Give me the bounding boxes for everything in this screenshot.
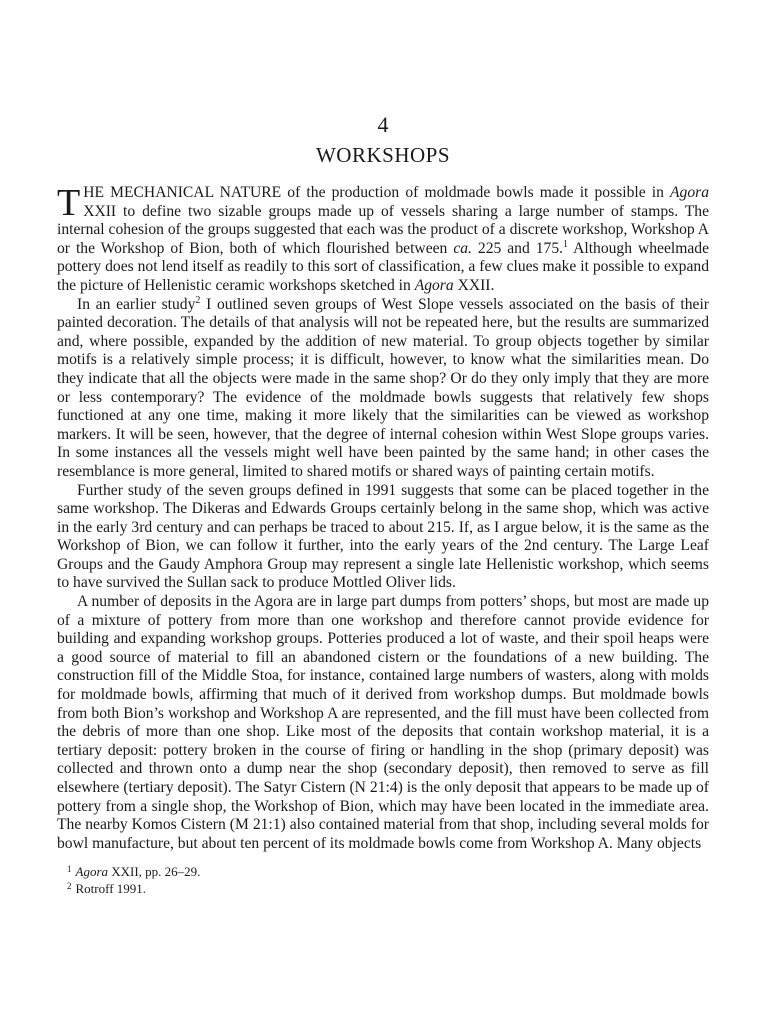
footnote-1-italic: Agora <box>75 864 108 880</box>
footnotes <box>57 863 709 897</box>
chapter-number: 4 <box>377 112 389 137</box>
p1-italic-3: Agora <box>414 276 454 294</box>
p1-text-5: XXII. <box>453 276 495 294</box>
footnote-1-text: XXII, pp. 26–29. <box>108 864 201 880</box>
paragraph-2 <box>57 296 709 482</box>
opening-smallcaps: HE MECHANICAL NATURE <box>83 184 282 201</box>
chapter-title: WORKSHOPS <box>315 143 451 167</box>
paragraph-3: Further study of the seven groups defined in 1991 suggests that some can be placed together in the same workshop. The Dikeras and Edwards Groups certainly belong in the same shop, which was active in the early 3rd century and can perhaps be traced to about 215. If, as I argue below, it is the same as the Workshop of Bion, we can follow it further, into the early years of the 2nd century. The Large Leaf Groups and the Gaudy Amphora Group may represent a single late Hellenistic workshop, which seems to have survived the Sullan sack to produce Mottled Oliver lids. <box>57 481 709 592</box>
paragraph-4: A number of deposits in the Agora are in large part dumps from potters’ shops, but most are made up of a mixture of pottery from more than one workshop and therefore cannot provide evidence for building and expanding workshop groups. Potteries produced a lot of waste, and their spoil heaps were a good source of material to fill an abandoned cistern or the foundations of a new building. The construction fill of the Middle Stoa, for instance, contained large numbers of wasters, along with molds for moldmade bowls, affirming that much of it derived from workshop dumps. But moldmade bowls from both Bion’s workshop and Workshop A are represented, and the fill must have been collected from the debris of more than one shop. Like most of the deposits that contain workshop material, it is a tertiary deposit: pottery broken in the course of firing or handling in the shop (primary deposit) was collected and thrown onto a dump near the shop (secondary deposit), then removed to serve as fill elsewhere (tertiary deposit). The Satyr Cistern (N 21:4) is the only deposit that appears to be made up of pottery from a single shop, the Workshop of Bion, which may have been located in the immediate area. The nearby Komos Cistern (M 21:1) also contained material from that shop, including several molds for bowl manufacture, but about ten percent of its moldmade bowls come from Workshop A. Many objects <box>57 593 709 852</box>
p2-text-2: I outlined seven groups of West Slope vessels associated on the basis of their painted decoration. The details of that analysis will not be repeated here, but the results are summarized and, where possible, expanded by the addition of new material. To group objects together by similar motifs is a relatively simple process; it is difficult, however, to know what the similarities mean. Do they indicate that all the objects were made in the same shop? Or do they only imply that they are more or less contemporary? The evidence of the moldmade bowls suggests that relatively few shops functioned at any one time, making it more likely that the similarities can be viewed as workshop markers. It will be seen, however, that the degree of internal cohesion within West Slope groups varies. In some instances all the vessels might well have been painted by the same hand; in other cases the resemblance is more general, limited to shared motifs or shared ways of painting certain motifs. <box>57 295 709 480</box>
p1-text-3: 225 and 175. <box>471 239 564 257</box>
footnote-1 <box>67 863 709 880</box>
page <box>57 112 709 897</box>
footnote-2 <box>67 880 709 897</box>
footnote-1-number: 1 <box>67 864 72 875</box>
p1-text-1: of the production of moldmade bowls made it possible in <box>281 184 671 201</box>
p1-text-2: XXII to define two sizable groups made up of vessels sharing a large number of stamps. The internal cohesion of the groups suggested that each was the product of a discrete workshop, Workshop A or the Workshop of Bion, both of which flourished between <box>57 202 709 257</box>
p2-text-1: In an earlier study <box>77 295 196 313</box>
p1-italic-2: ca. <box>453 239 472 257</box>
p1-italic-1: Agora <box>670 184 710 201</box>
paragraph-1 <box>57 184 709 296</box>
p1-text-4: Although wheelmade pottery does not lend itself as readily to this sort of classification, a few clues make it possible to expand the picture of Hellenistic ceramic workshops sketched in <box>57 239 709 294</box>
footnote-2-number: 2 <box>67 881 72 892</box>
footnote-ref-2: 2 <box>195 294 201 306</box>
footnote-ref-1: 1 <box>563 238 569 250</box>
footnote-2-text: Rotroff 1991. <box>75 881 147 897</box>
drop-cap: T <box>57 182 81 224</box>
